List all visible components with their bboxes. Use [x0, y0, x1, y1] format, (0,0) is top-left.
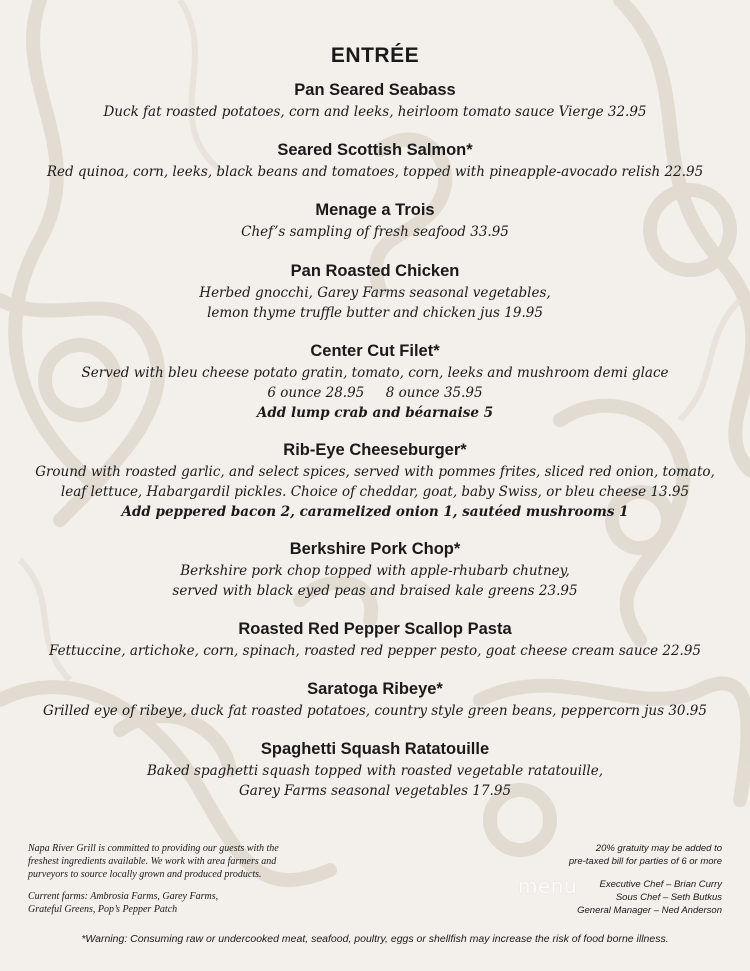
commitment-line: freshest ingredients available. We work with area farmers and — [28, 856, 277, 867]
menu-item-description: Chef’s sampling of fresh seafood 33.95 — [241, 224, 509, 240]
menu-item-name: Saratoga Ribeye* — [307, 680, 443, 698]
menu-item-pan-roasted-chicken — [20, 261, 730, 323]
commitment-line: purveyors to source locally grown and produced products. — [28, 869, 262, 880]
menu-item-saratoga-ribeye — [20, 679, 730, 721]
menu-item-name: Menage a Trois — [315, 201, 435, 219]
menu-item-description: leaf lettuce, Habargardil pickles. Choice of cheddar, goat, baby Swiss, or bleu cheese 13.95 — [60, 484, 690, 500]
menu-item-description: Grilled eye of ribeye, duck fat roasted potatoes, country style green beans, peppercorn jus 30.95 — [43, 703, 707, 719]
staff-line: Sous Chef – Seth Butkus — [615, 892, 722, 903]
menu-item-description: Red quinoa, corn, leeks, black beans and tomatoes, topped with pineapple-avocado relish 22.95 — [46, 164, 704, 180]
menu-item-name: Spaghetti Squash Ratatouille — [260, 740, 490, 758]
menu-item-berkshire-pork-chop — [20, 539, 730, 601]
commitment-text — [28, 842, 328, 881]
food-safety-warning: *Warning: Consuming raw or undercooked meat, seafood, poultry, eggs or shellfish may increase the risk of food borne illness. — [81, 933, 669, 945]
menu-item-description: Fettuccine, artichoke, corn, spinach, roasted red pepper pesto, goat cheese cream sauce 22.95 — [48, 643, 702, 659]
menu-item-center-cut-filet — [20, 341, 730, 423]
farms-line: Current farms: Ambrosia Farms, Garey Farms, — [28, 891, 219, 902]
gratuity-and-staff — [462, 842, 722, 917]
menu-item-menage-a-trois — [20, 200, 730, 242]
menu-item-description: Baked spaghetti squash topped with roasted vegetable ratatouille, — [146, 763, 604, 779]
menu-item-description: Ground with roasted garlic, and select spices, served with pommes frites, sliced red onion, tomato, — [35, 464, 715, 480]
menu-title: ENTRÉE — [330, 44, 420, 67]
menu-item-description: Garey Farms seasonal vegetables 17.95 — [238, 783, 512, 799]
menu-item-name: Rib-Eye Cheeseburger* — [283, 441, 467, 459]
menu-item-seared-scottish-salmon — [20, 140, 730, 182]
sourcing-note — [28, 842, 328, 925]
menu-item-description: Berkshire pork chop topped with apple-rhubarb chutney, — [180, 563, 570, 579]
menu-item-roasted-red-pepper-scallop-pasta — [20, 619, 730, 661]
menu-item-rib-eye-cheeseburger — [20, 440, 730, 522]
gratuity-line: 20% gratuity may be added to — [595, 843, 722, 854]
menu-item-description: Herbed gnocchi, Garey Farms seasonal vegetables, — [199, 285, 551, 301]
gratuity-line: pre-taxed bill for parties of 6 or more — [568, 856, 722, 867]
menu-item-description: served with black eyed peas and braised kale greens 23.95 — [172, 583, 578, 599]
menu-item-addon: Add peppered bacon 2, caramelized onion 1, sautéed mushrooms 1 — [121, 504, 629, 520]
menu-item-name: Roasted Red Pepper Scallop Pasta — [238, 620, 512, 638]
staff-line: General Manager – Ned Anderson — [577, 905, 722, 916]
menu-item-name: Center Cut Filet* — [310, 342, 440, 360]
menu-item-name: Pan Roasted Chicken — [290, 262, 460, 280]
current-farms-text — [28, 890, 328, 916]
menu-item-spaghetti-squash-ratatouille — [20, 739, 730, 801]
commitment-line: Napa River Grill is committed to providing our guests with the — [28, 843, 279, 854]
menu-item-portion-prices: 6 ounce 28.95 8 ounce 35.95 — [267, 385, 483, 401]
menu-item-name: Seared Scottish Salmon* — [277, 141, 473, 159]
menu-item-name: Pan Seared Seabass — [294, 81, 456, 99]
menupix-watermark: menu — [518, 874, 578, 898]
menu-item-description: lemon thyme truffle butter and chicken jus 19.95 — [207, 305, 543, 321]
menu-item-name: Berkshire Pork Chop* — [289, 540, 461, 558]
staff-line: Executive Chef – Brian Curry — [599, 879, 722, 890]
menu-item-description: Served with bleu cheese potato gratin, tomato, corn, leeks and mushroom demi glace — [81, 365, 669, 381]
menu-item-addon: Add lump crab and béarnaise 5 — [256, 405, 494, 421]
menu-item-pan-seared-seabass — [20, 80, 730, 122]
farms-line: Grateful Greens, Pop’s Pepper Patch — [28, 904, 178, 915]
menu-item-description: Duck fat roasted potatoes, corn and leeks, heirloom tomato sauce Vierge 32.95 — [103, 104, 647, 120]
